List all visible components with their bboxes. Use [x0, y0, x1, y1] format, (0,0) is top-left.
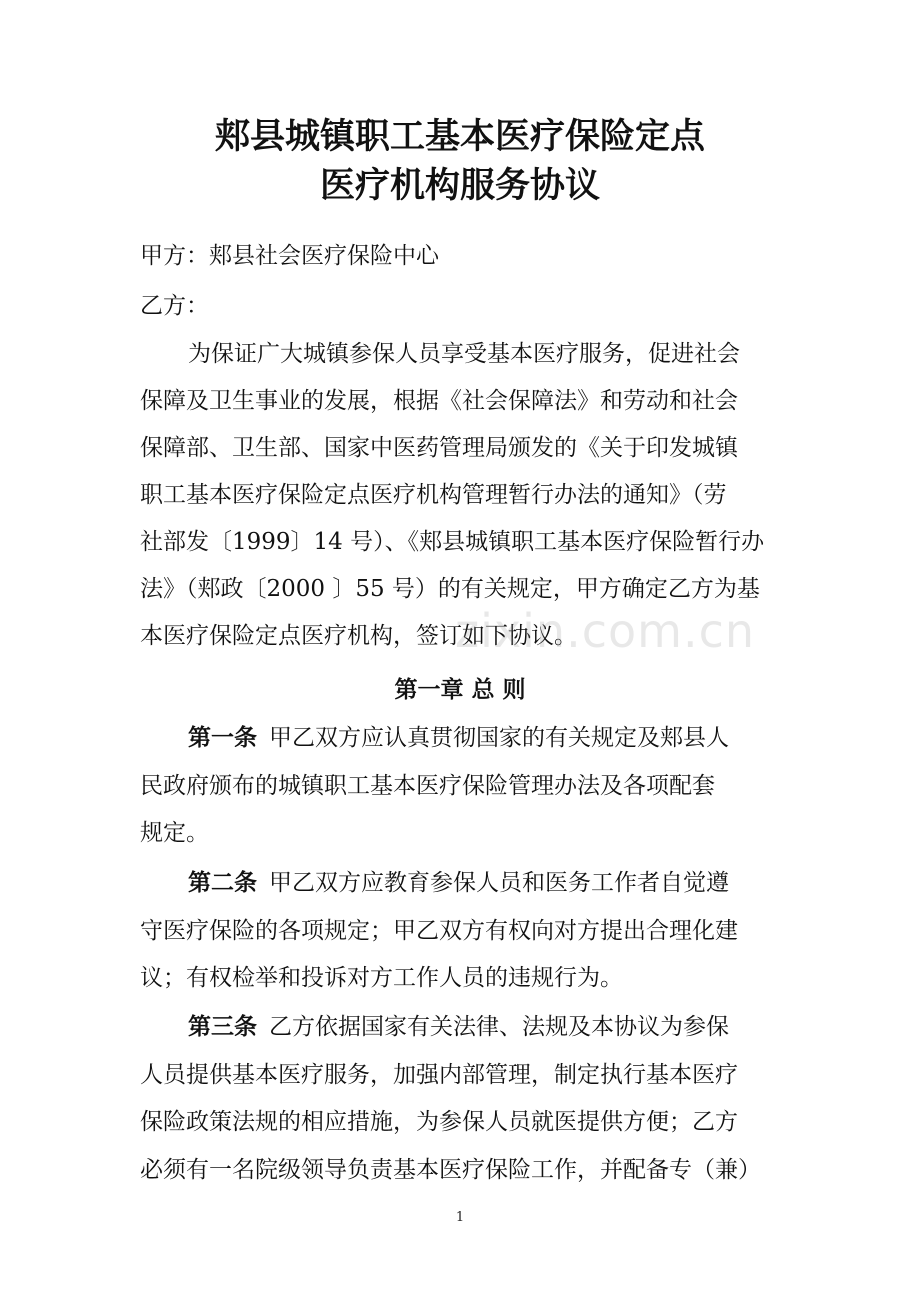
preamble-line: 保障及卫生事业的发展，根据《社会保障法》和劳动和社会 [140, 388, 738, 414]
article-3 [140, 1012, 790, 1202]
article-text: 守医疗保险的各项规定；甲乙双方有权向对方提出合理化建 [140, 917, 738, 944]
preamble-line: 社部发〔1999〕14 号）、《郏县城镇职工基本医疗保险暂行办 [140, 529, 765, 555]
article-label: 第二条 [188, 870, 257, 896]
article-1 [140, 723, 790, 866]
article-text: 民政府颁布的城镇职工基本医疗保险管理办法及各项配套 [140, 772, 715, 799]
article-text: 保险政策法规的相应措施，为参保人员就医提供方便；乙方 [140, 1109, 738, 1135]
preamble-line: 本医疗保险定点医疗机构，签订如下协议。 [140, 623, 577, 649]
article-text: 必须有一名院级领导负责基本医疗保险工作，并配备专（兼） [140, 1156, 761, 1183]
preamble-line: 为保证广大城镇参保人员享受基本医疗服务，促进社会 [188, 341, 740, 367]
preamble-line: 保障部、卫生部、国家中医药管理局颁发的《关于印发城镇 [140, 435, 738, 461]
party-b: 乙方： [140, 293, 209, 319]
document-title-line-1: 郏县城镇职工基本医疗保险定点 [214, 117, 705, 157]
page-number: 1 [455, 1210, 465, 1225]
preamble-line: 职工基本医疗保险定点医疗机构管理暂行办法的通知》（劳 [140, 482, 727, 508]
chapter-heading: 第一章 总 则 [394, 677, 526, 703]
article-text: 甲乙双方应教育参保人员和医务工作者自觉遵 [269, 870, 729, 896]
article-text: 甲乙双方应认真贯彻国家的有关规定及郏县人 [269, 725, 729, 751]
article-text: 规定。 [140, 820, 209, 846]
article-label: 第一条 [188, 725, 257, 751]
watermark: zixin.com.cn [455, 604, 756, 658]
article-text: 议；有权检举和投诉对方工作人员的违规行为。 [140, 965, 623, 991]
preamble-line: 法》（郏政〔2000 〕55 号）的有关规定，甲方确定乙方为基 [140, 576, 760, 602]
article-2 [140, 868, 790, 1011]
article-text: 人员提供基本医疗服务，加强内部管理，制定执行基本医疗 [140, 1061, 738, 1088]
document-title-line-2: 医疗机构服务协议 [319, 166, 600, 206]
article-text: 乙方依据国家有关法律、法规及本协议为参保 [269, 1014, 729, 1040]
party-a: 甲方：郏县社会医疗保险中心 [140, 243, 439, 269]
article-label: 第三条 [188, 1014, 257, 1040]
